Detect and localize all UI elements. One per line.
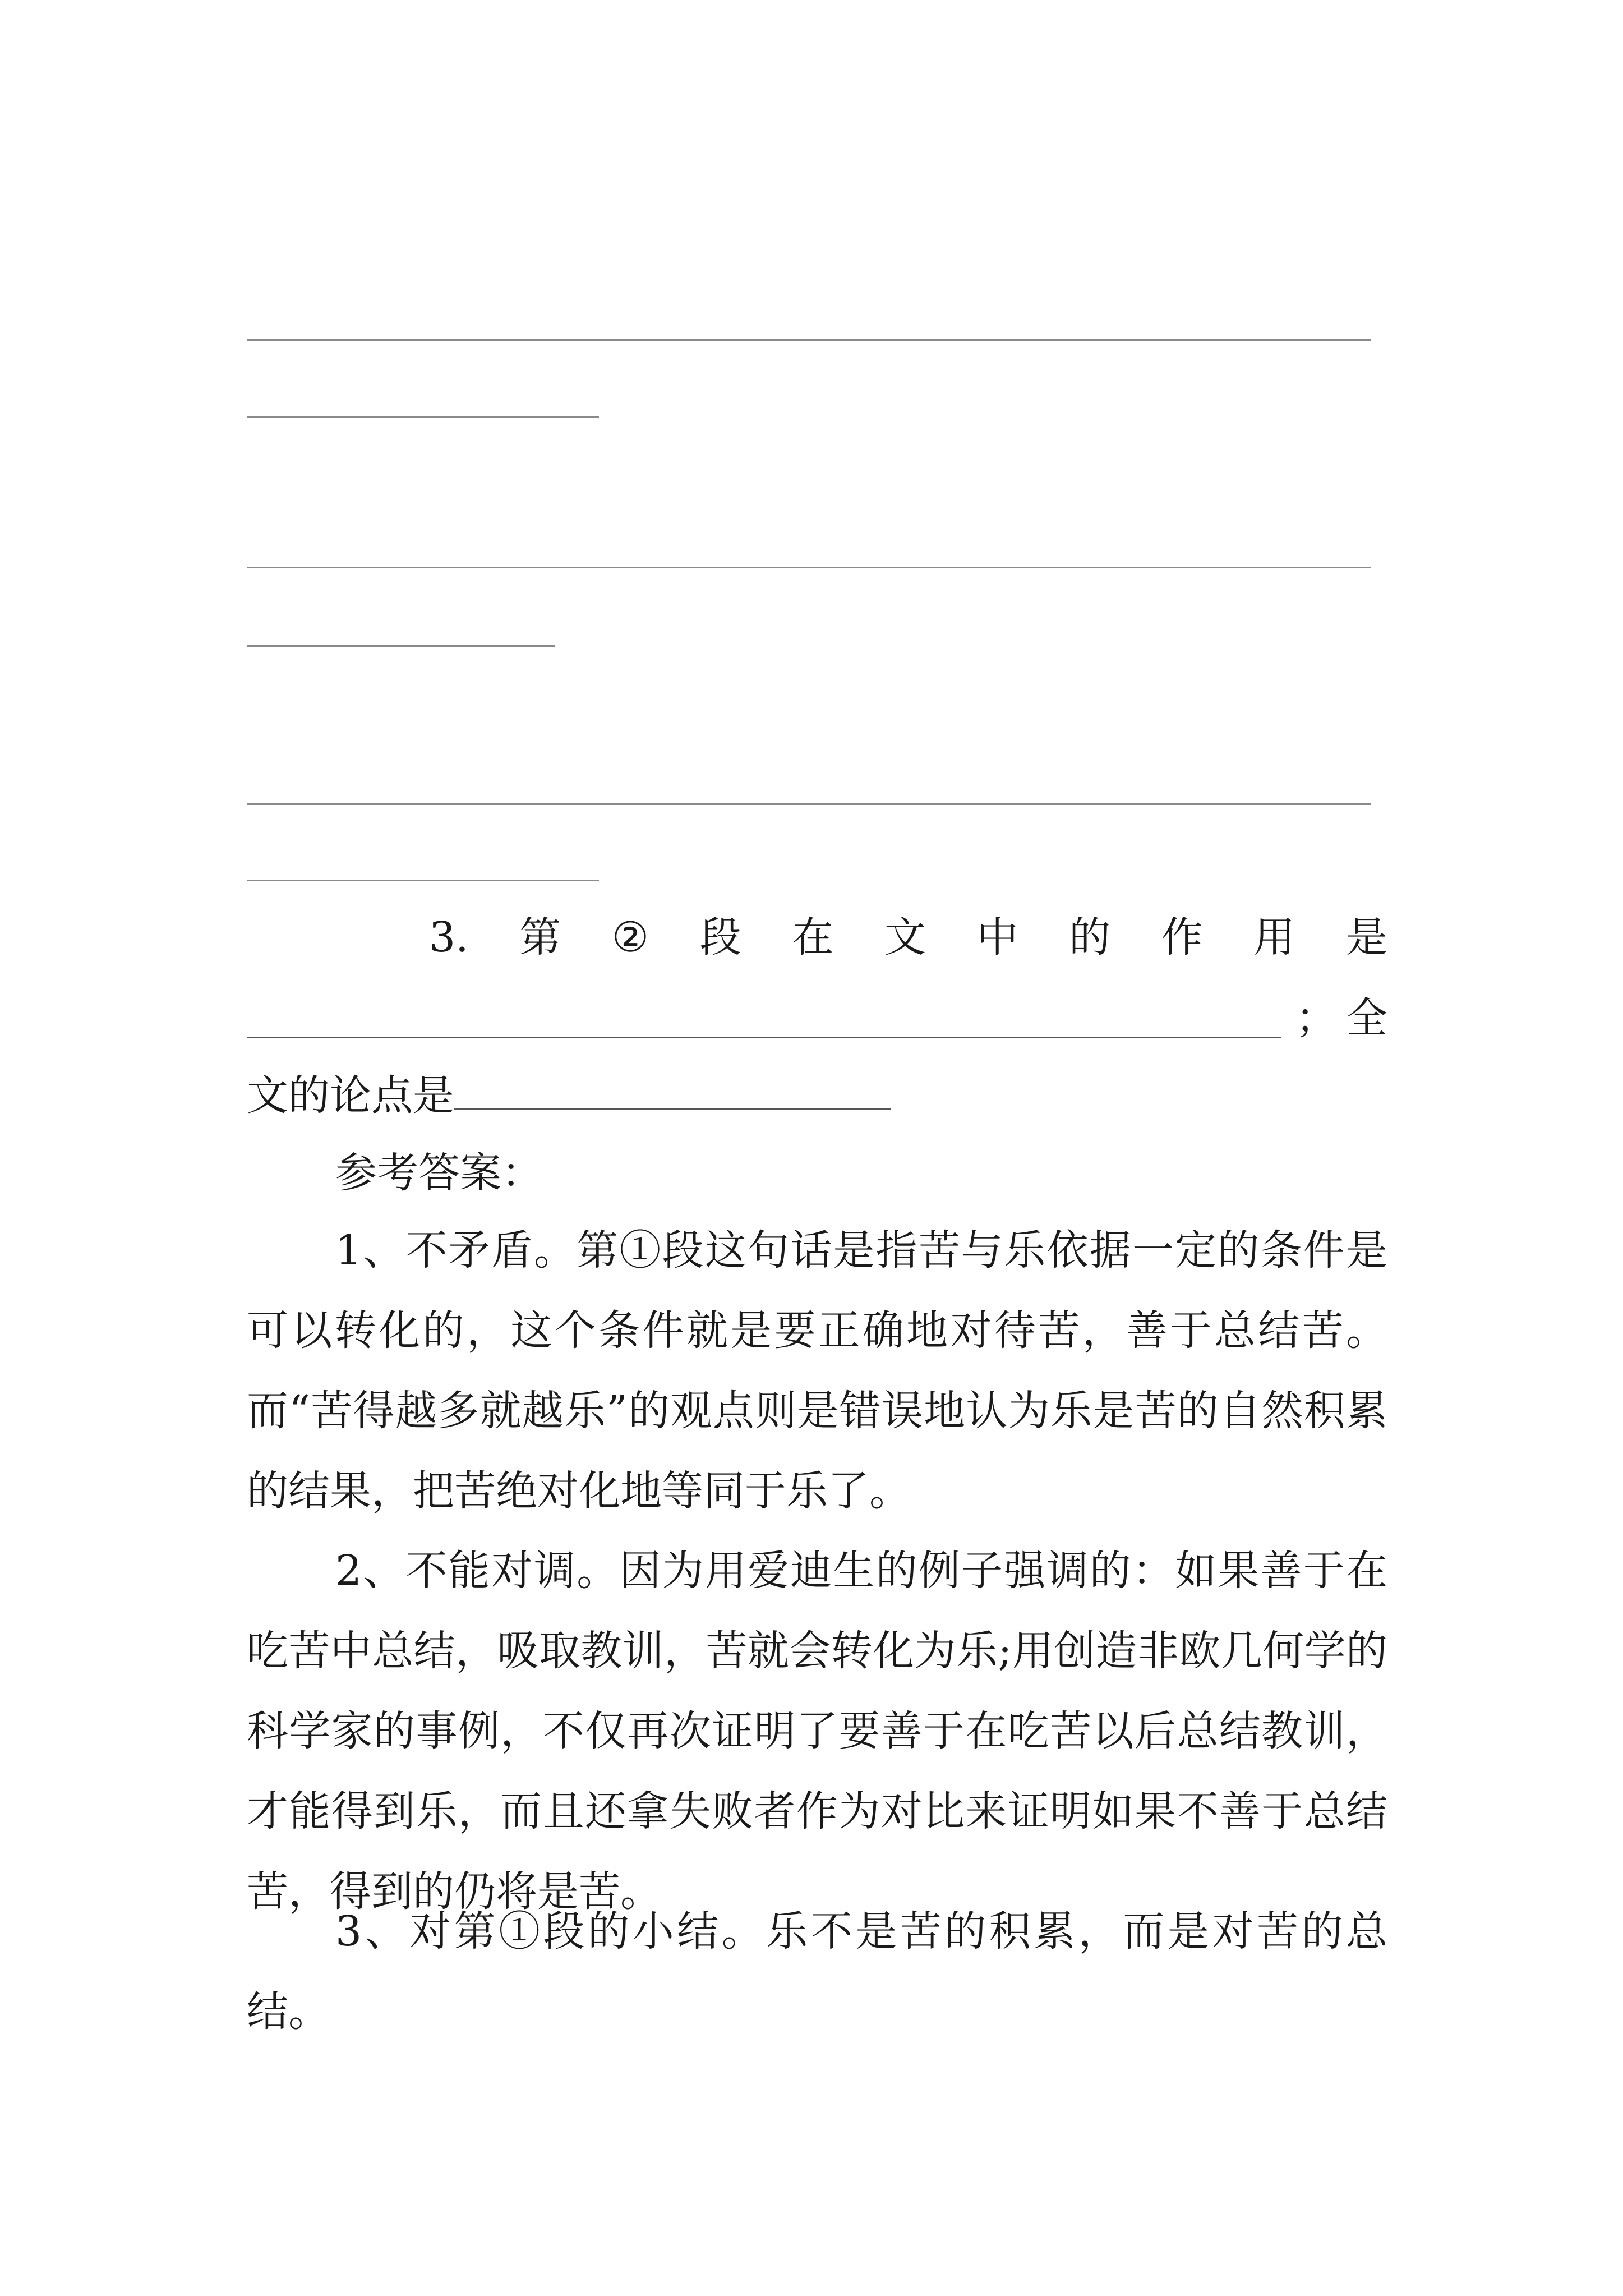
- answer-line-2a: [247, 567, 1371, 568]
- q3-char: 第: [519, 913, 561, 961]
- q3-char: 3.: [429, 913, 469, 961]
- answers-heading: 参考答案：: [335, 1149, 543, 1197]
- q3-char: 用: [1253, 913, 1295, 961]
- q3-char: 在: [792, 913, 834, 961]
- q3-char: 是: [1345, 913, 1387, 961]
- q3-blank-thesis: [454, 1108, 891, 1110]
- answer-line-1b: [247, 416, 599, 418]
- answer-item-3: 3、对第①段的小结。乐不是苦的积累，而是对苦的总结。: [247, 1907, 1387, 2036]
- question-3-line-1: [429, 913, 1387, 961]
- question-3-line-3: [247, 1071, 1387, 1120]
- q3-char: 中: [976, 913, 1018, 961]
- answer-line-2b: [247, 645, 555, 647]
- q3-thesis-label: 文的论点是: [247, 1071, 454, 1120]
- q3-char: 作: [1161, 913, 1203, 961]
- answer-item-1: 1、不矛盾。第①段这句话是指苦与乐依据一定的条件是可以转化的，这个条件就是要正确地对待苦，善于总结苦。而“苦得越多就越乐”的观点则是错误地认为乐是苦的自然积累的结果，把苦绝对化地等同于乐了。: [247, 1226, 1387, 1515]
- q3-char: 的: [1069, 913, 1111, 961]
- q3-char: ②: [611, 913, 649, 961]
- answer-line-3a: [247, 803, 1371, 805]
- q3-char: 段: [699, 913, 741, 961]
- answer-item-2: 2、不能对调。因为用爱迪生的例子强调的：如果善于在吃苦中总结，吸取教训，苦就会转化为乐;用创造非欧几何学的科学家的事例，不仅再次证明了要善于在吃苦以后总结教训，才能得到乐，而且还拿失败者作为对比来证明如果不善于总结苦，得到的仍将是苦。: [247, 1547, 1387, 1916]
- q3-char: 文: [884, 913, 926, 961]
- answer-line-3b: [247, 880, 599, 881]
- q3-semicolon: ；: [1295, 994, 1337, 1042]
- q3-blank-role: [247, 1037, 1281, 1038]
- answer-line-1a: [247, 339, 1371, 341]
- q3-tail-char: 全: [1346, 994, 1387, 1042]
